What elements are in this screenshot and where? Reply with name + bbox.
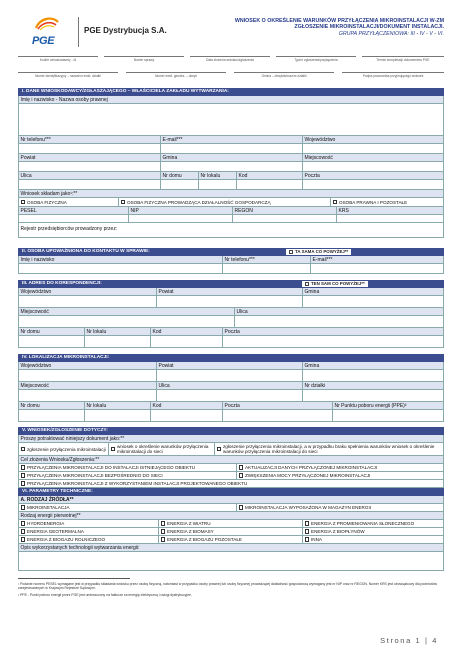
- energy-hydro[interactable]: [19, 520, 159, 527]
- option-label: TEN SAM CO POWYŻEJ**: [311, 281, 365, 286]
- meta-field: Numer ewid. geodez. – obręb: [126, 72, 226, 78]
- checkbox[interactable]: [333, 200, 338, 205]
- checkbox[interactable]: [305, 282, 309, 286]
- checkbox[interactable]: [21, 505, 26, 510]
- contact-phone-field[interactable]: [223, 264, 311, 273]
- post-office-field[interactable]: [223, 336, 443, 347]
- s3-locality-labels: [18, 308, 444, 316]
- checkbox[interactable]: [21, 537, 26, 542]
- house-no-label: Nr domu: [19, 328, 85, 335]
- checkbox[interactable]: [161, 521, 166, 526]
- option-label: ZWIĘKSZENIA MOCY PRZYŁĄCZONEJ MIKROINSTALACJI: [245, 473, 371, 478]
- county-field[interactable]: [157, 296, 303, 307]
- option-label: OSOBA FIZYCZNA: [27, 199, 67, 205]
- checkbox[interactable]: [21, 473, 26, 478]
- krs-label: KRS: [337, 207, 443, 214]
- meta-field: Data złożenia wniosku/zgłoszenia: [190, 56, 270, 62]
- post-office-label: Poczta: [303, 172, 443, 179]
- name-field[interactable]: [19, 104, 443, 135]
- s1-contact-labels: [18, 136, 444, 144]
- energy-biomass[interactable]: [159, 528, 303, 535]
- option-label: ENERGIA Z BIOGAZU POZOSTAŁE: [167, 537, 242, 542]
- same-as-above-option[interactable]: [286, 249, 351, 255]
- s6-tech-field-row: [18, 552, 444, 571]
- form-title: [204, 18, 444, 37]
- goal-existing-building[interactable]: [19, 464, 237, 471]
- meta-row-2: [18, 72, 444, 81]
- goal-increase-power[interactable]: [237, 472, 443, 479]
- contact-email-field[interactable]: [311, 264, 443, 273]
- s5-request-label-row: [18, 435, 444, 443]
- s1-registry-row: [18, 223, 444, 238]
- meta-row-1: [18, 56, 444, 65]
- flat-no-field[interactable]: [85, 410, 151, 421]
- municipality-field[interactable]: [303, 370, 443, 381]
- nip-field[interactable]: [129, 215, 233, 222]
- county-label: Powiat: [157, 362, 303, 369]
- section-2-title: II. OSOBA UPOWAŻNIONA DO KONTAKTU W SPRAWIE:: [22, 249, 150, 254]
- company-name: PGE Dystrybucja S.A.: [84, 26, 167, 35]
- option-business-person[interactable]: [119, 198, 331, 206]
- street-label: Ulica: [157, 382, 303, 389]
- section-3-title: III. ADRES DO KORESPONDENCJI:: [22, 281, 102, 286]
- section-3-header: [18, 280, 444, 288]
- s1-name-label-row: [18, 96, 444, 104]
- s6-energy-row-3: [18, 536, 444, 544]
- checkbox[interactable]: [305, 521, 310, 526]
- option-label: TA SAMA CO POWYŻEJ**: [295, 249, 349, 254]
- checkbox[interactable]: [239, 505, 244, 510]
- contact-name-field[interactable]: [19, 264, 223, 273]
- checkbox[interactable]: [239, 465, 244, 470]
- s6-source-options: [18, 504, 444, 512]
- energy-other-biogas[interactable]: [159, 536, 303, 543]
- county-label: Powiat: [19, 154, 161, 161]
- flat-no-label: Nr lokalu: [85, 402, 151, 409]
- voivodeship-field[interactable]: [19, 370, 157, 381]
- checkbox[interactable]: [111, 447, 116, 452]
- voivodeship-label: Województwo: [19, 362, 157, 369]
- regon-field[interactable]: [233, 215, 337, 222]
- street-field[interactable]: [235, 316, 443, 327]
- email-field[interactable]: [161, 144, 303, 153]
- municipality-label: Gmina: [303, 362, 443, 369]
- checkbox[interactable]: [305, 537, 310, 542]
- plot-no-label: Nr działki: [303, 382, 443, 389]
- s6-energy-row-1: [18, 520, 444, 528]
- goal-label: Cel złożenia Wniosku/Zgłoszenia:**: [19, 456, 443, 463]
- postal-code-label: Kod: [237, 172, 303, 179]
- option-label: MIKROINSTALACJA: [27, 505, 70, 510]
- option-label: ENERGIA Z PROMIENIOWANIA SŁONECZNEGO: [311, 521, 415, 526]
- section-2-header: [18, 248, 444, 256]
- s4-area-fields: [18, 370, 444, 382]
- voivodeship-field[interactable]: [19, 296, 157, 307]
- option-label: ENERGIA Z BIOGAZU ROLNICZEGO: [27, 537, 106, 542]
- checkbox[interactable]: [305, 529, 310, 534]
- meta-field: Podpis pracownika przyjmującego wniosek: [342, 72, 444, 78]
- pesel-label: PESEL: [19, 207, 129, 214]
- s4-address-fields: [18, 410, 444, 422]
- s5-goal-label-row: [18, 456, 444, 464]
- option-label: MIKROINSTALACJA WYPOSAŻONA W MAGAZYN ENERGII: [245, 505, 372, 510]
- ppe-field[interactable]: [333, 410, 443, 421]
- energy-solar[interactable]: [303, 520, 443, 527]
- meta-field: Gmina – obręb/arkusz/nr działki: [234, 72, 334, 78]
- document-header: [18, 14, 444, 50]
- section-6-header: VI. PARAMETRY TECHNICZNE:: [18, 488, 444, 496]
- postal-code-label: Kod: [151, 402, 223, 409]
- spacer: [18, 238, 444, 248]
- section-1-header: I. DANE WNIOSKODAWCY/ZGŁASZAJĄCEGO – WŁAŚCICIELA ZAKŁADU WYTWARZANIA:: [18, 88, 444, 96]
- header-divider: [78, 17, 79, 47]
- s6-energy-label-row: [18, 512, 444, 520]
- flat-no-field[interactable]: [199, 180, 237, 189]
- technology-description-field[interactable]: [19, 552, 443, 570]
- locality-label: Miejscowość: [19, 382, 157, 389]
- municipality-label: Gmina: [303, 288, 443, 295]
- voivodeship-label: Województwo: [19, 288, 157, 295]
- energy-wind[interactable]: [159, 520, 303, 527]
- flat-no-field[interactable]: [85, 336, 151, 347]
- name-label: Imię i nazwisko - Nazwa osoby prawnej: [19, 96, 443, 103]
- municipality-label: Gmina: [161, 154, 303, 161]
- form-title-line-1: WNIOSEK O OKREŚLENIE WARUNKÓW PRZYŁĄCZENIA MIKROINSTALACJI W-ZM: [234, 18, 444, 24]
- voivodeship-field[interactable]: [303, 144, 443, 153]
- house-no-field[interactable]: [19, 336, 85, 347]
- regon-label: REGON: [233, 207, 337, 214]
- checkbox[interactable]: [239, 473, 244, 478]
- s5-goal-row-1: [18, 464, 444, 472]
- s1-area-fields: [18, 162, 444, 172]
- footnote-separator: [18, 578, 130, 579]
- option-connection-notice[interactable]: [19, 443, 109, 455]
- option-label: HYDROENERGIA: [27, 521, 65, 526]
- nip-label: NIP: [129, 207, 233, 214]
- plot-no-field[interactable]: [303, 390, 443, 401]
- s3-area-fields: [18, 296, 444, 308]
- option-label: wniosek o określenie warunków przyłączenia mikroinstalacji do sieci: [117, 444, 209, 454]
- s1-address-labels: [18, 172, 444, 180]
- checkbox[interactable]: [161, 537, 166, 542]
- checkbox[interactable]: [21, 200, 26, 205]
- flat-no-label: Nr lokalu: [85, 328, 151, 335]
- contact-email-label: E-mail***: [311, 256, 443, 263]
- locality-label: Miejscowość: [303, 154, 443, 161]
- checkbox[interactable]: [121, 200, 126, 205]
- checkbox[interactable]: [161, 529, 166, 534]
- option-label: zgłoszenie przyłączenia mikroinstalacji, a w przypadku braku spełnienia warunków wniosek o określenie warunków przyłączenia mikroinstalacji do sieci: [223, 444, 435, 454]
- option-natural-person[interactable]: [19, 198, 119, 206]
- checkbox[interactable]: [21, 529, 26, 534]
- option-label: PRZYŁĄCZENIA MIKROINSTALACJI DO INSTALACJI ISTNIEJĄCEGO OBIEKTU: [27, 465, 196, 470]
- option-conditions-request[interactable]: [109, 443, 215, 455]
- s4-address-labels: [18, 402, 444, 410]
- municipality-field[interactable]: [303, 296, 443, 307]
- s6-tech-label-row: [18, 544, 444, 552]
- contact-phone-label: Nr telefonu***: [223, 256, 311, 263]
- s2-labels: [18, 256, 444, 264]
- s1-contact-fields: [18, 144, 444, 154]
- meta-field: Numer identyfikacyjny – nazwa/nr ewid. działki: [18, 72, 118, 78]
- street-field[interactable]: [19, 180, 161, 189]
- checkbox[interactable]: [217, 447, 222, 452]
- phone-field[interactable]: [19, 144, 161, 153]
- s1-name-input-row: [18, 104, 444, 136]
- email-label: E-mail***: [161, 136, 303, 143]
- meta-field: Numer sprawy: [104, 56, 184, 62]
- s1-applicant-type-options: [18, 198, 444, 207]
- s1-area-labels: [18, 154, 444, 162]
- energy-geothermal[interactable]: [19, 528, 159, 535]
- s4-locality-fields: [18, 390, 444, 402]
- option-label: PRZYŁĄCZENIA MIKROINSTALACJI Z WYKORZYSTANIEM INSTALACJI PROJEKTOWANEGO OBIEKTU: [27, 481, 248, 486]
- option-label: OSOBA FIZYCZNA PROWADZĄCA DZIAŁALNOŚĆ GOSPODARCZĄ: [127, 199, 271, 205]
- form-title-line-2: ZGŁOSZENIE MIKROINSTALACJI/DOKUMENT INSTALACJI.: [294, 24, 444, 31]
- s6-energy-row-2: [18, 528, 444, 536]
- option-label: ENERGIA Z WIATRU: [167, 521, 211, 526]
- applicant-type-label: Wniosek składam jako¹:**: [19, 190, 443, 197]
- energy-other[interactable]: [303, 536, 443, 543]
- s4-locality-labels: [18, 382, 444, 390]
- post-office-field[interactable]: [303, 180, 443, 189]
- logo-text: PGE: [32, 35, 55, 47]
- option-label: OSOBA PRAWNA I POZOSTAŁE: [339, 199, 408, 205]
- energy-agri-biogas[interactable]: [19, 536, 159, 543]
- county-field[interactable]: [19, 162, 161, 171]
- option-label: ENERGIA Z BIOPŁYNÓW: [311, 529, 365, 534]
- house-no-field[interactable]: [19, 410, 85, 421]
- contact-name-label: Imię i nazwisko: [19, 256, 223, 263]
- s3-address-labels: [18, 328, 444, 336]
- voivodeship-label: Województwo: [303, 136, 443, 143]
- application-form: [18, 88, 444, 571]
- locality-field[interactable]: [303, 162, 443, 171]
- footnote-2: ² PPE - Punkt poboru energii przez PGE jest umieszczony na fakturze za energię elektryczną i usługi dystrybucyjne.: [18, 593, 192, 597]
- option-label: zgłoszenie przyłączenia mikroinstalacji: [27, 446, 106, 452]
- s1-applicant-type-label: [18, 190, 444, 198]
- county-label: Powiat: [157, 288, 303, 295]
- postal-code-field[interactable]: [237, 180, 303, 189]
- checkbox[interactable]: [289, 250, 293, 254]
- option-notice-or-request[interactable]: [215, 443, 443, 455]
- option-label: ENERGIA Z BIOMASY: [167, 529, 214, 534]
- section-4-header: IV. LOKALIZACJA MIKROINSTALACJI:: [18, 354, 444, 362]
- postal-code-field[interactable]: [151, 410, 223, 421]
- s5-goal-row-2: [18, 472, 444, 480]
- option-label: INNA: [311, 537, 322, 542]
- checkbox[interactable]: [21, 481, 26, 486]
- checkbox[interactable]: [21, 447, 26, 452]
- s1-address-fields: [18, 180, 444, 190]
- source-type-label: A. RODZAJ ŹRÓDŁA**: [19, 496, 443, 503]
- pesel-field[interactable]: [19, 215, 129, 222]
- meta-field: Kod/nr wnioskodawcy - Id: [18, 56, 98, 62]
- source-microinstallation[interactable]: [19, 504, 237, 511]
- krs-field[interactable]: [337, 215, 443, 222]
- pge-logo: [18, 14, 76, 50]
- s3-area-labels: [18, 288, 444, 296]
- post-office-label: Poczta: [223, 402, 333, 409]
- meta-field: Termin kompletacji dokumentów PGE: [362, 56, 444, 62]
- s5-goal-row-3: [18, 480, 444, 488]
- source-with-storage[interactable]: [237, 504, 443, 511]
- locality-label: Miejscowość: [19, 308, 235, 315]
- s3-address-fields: [18, 336, 444, 348]
- option-label: AKTUALIZACJI DANYCH PRZYŁĄCZONEJ MIKROINSTALACJI: [245, 465, 378, 470]
- ppe-label: Nr Punktu poboru energii (PPE)²: [333, 402, 443, 409]
- post-office-field[interactable]: [223, 410, 333, 421]
- connection-group: GRUPA PRZYŁĄCZENIOWA: III - IV - V - VI.: [338, 30, 444, 37]
- postal-code-label: Kod: [151, 328, 223, 335]
- option-label: PRZYŁĄCZENIA MIKROINSTALACJI BEZPOŚREDNIO DO SIECI: [27, 473, 163, 478]
- locality-field[interactable]: [19, 390, 157, 401]
- goal-update-data[interactable]: [237, 464, 443, 471]
- same-as-above-option[interactable]: [302, 281, 368, 287]
- house-no-label: Nr domu: [19, 402, 85, 409]
- post-office-label: Poczta: [223, 328, 443, 335]
- option-label: ENERGIA GEOTERMALNA: [27, 529, 84, 534]
- s4-area-labels: [18, 362, 444, 370]
- house-no-field[interactable]: [161, 180, 199, 189]
- street-label: Ulica: [235, 308, 443, 315]
- s5-request-options: [18, 443, 444, 456]
- s1-id-fields: [18, 215, 444, 223]
- option-legal-entity[interactable]: [331, 198, 443, 206]
- technology-description-label: Opis wykorzystanych technologii wytwarzania energii:: [19, 544, 443, 551]
- municipality-field[interactable]: [161, 162, 303, 171]
- primary-energy-label: Rodzaj energii pierwotnej**: [19, 512, 443, 519]
- flat-no-label: Nr lokalu: [199, 172, 237, 179]
- meta-field: Typ/nr zgłoszenia/przyłączenia: [276, 56, 356, 62]
- checkbox[interactable]: [21, 521, 26, 526]
- locality-field[interactable]: [19, 316, 235, 327]
- s1-id-labels: [18, 207, 444, 215]
- section-5-header: V. WNIOSEK/ZGŁOSZENIE DOTYCZY:: [18, 427, 444, 435]
- s3-locality-fields: [18, 316, 444, 328]
- s6-sub-a: [18, 496, 444, 504]
- page-number: Strona 1 | 4: [380, 636, 438, 645]
- phone-label: Nr telefonu***: [19, 136, 161, 143]
- checkbox[interactable]: [21, 465, 26, 470]
- county-field[interactable]: [157, 370, 303, 381]
- street-field[interactable]: [157, 390, 303, 401]
- footnote-1: ¹ Podanie numeru PESEL wymagane jest w przypadku składania wniosku przez osobę fizyczną, natomiast w przypadku osoby prawnej lub osoby fizycznej prowadzącej działalność gospodarczą wymagany jest nr NIP oraz nr REGON. Numer KRS jest obowiązkowy dla podmiotów zarejestrowanych w Krajowym Rejestrze Sądowym.: [18, 582, 437, 591]
- goal-projected-building[interactable]: [19, 480, 443, 487]
- street-label: Ulica: [19, 172, 161, 179]
- house-no-label: Nr domu: [161, 172, 199, 179]
- postal-code-field[interactable]: [151, 336, 223, 347]
- goal-direct-grid[interactable]: [19, 472, 237, 479]
- registry-field[interactable]: Rejestr przedsiębiorców prowadzony przez:: [19, 223, 443, 237]
- request-type-label: Proszę potraktować niniejszy dokument jako:**: [19, 435, 443, 442]
- s2-fields: [18, 264, 444, 274]
- energy-bioliquids[interactable]: [303, 528, 443, 535]
